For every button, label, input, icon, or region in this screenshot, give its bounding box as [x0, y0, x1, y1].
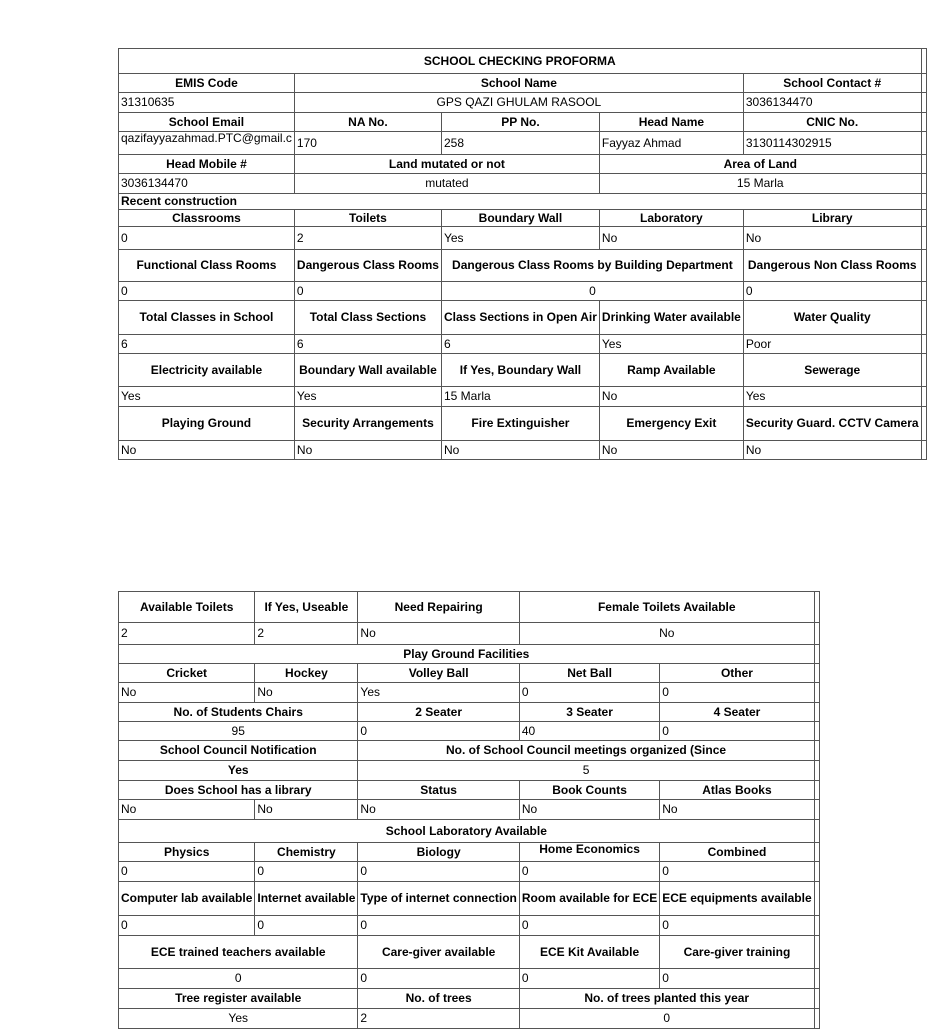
if-yes-useable-header: If Yes, Useable — [255, 592, 358, 623]
two-seater-value: 0 — [358, 722, 519, 741]
laboratory-value: No — [599, 227, 743, 250]
need-repairing-value: No — [358, 623, 519, 645]
school-council-notification-header: School Council Notification — [119, 741, 358, 761]
na-no-header: NA No. — [294, 113, 441, 132]
drinking-water-value: Yes — [599, 335, 743, 354]
three-seater-value: 40 — [519, 722, 659, 741]
water-quality-header: Water Quality — [743, 301, 921, 335]
page-title: SCHOOL CHECKING PROFORMA — [119, 49, 922, 74]
dangerous-non-class-rooms-value: 0 — [743, 282, 921, 301]
hockey-value: No — [255, 683, 358, 703]
internet-available-value: 0 — [255, 916, 358, 936]
other-header: Other — [660, 664, 814, 683]
pp-no-value: 258 — [441, 132, 599, 155]
home-economics-header: Home Economics — [519, 843, 659, 862]
land-mutated-header: Land mutated or not — [294, 155, 599, 174]
three-seater-header: 3 Seater — [519, 703, 659, 722]
total-classes-value: 6 — [119, 335, 295, 354]
school-name-header: School Name — [294, 74, 743, 93]
emis-code-header: EMIS Code — [119, 74, 295, 93]
trees-planted-value: 0 — [519, 1009, 814, 1029]
area-of-land-value: 15 Marla — [599, 174, 921, 194]
play-ground-facilities-title: Play Ground Facilities — [119, 645, 815, 664]
computer-lab-value: 0 — [119, 916, 255, 936]
available-toilets-header: Available Toilets — [119, 592, 255, 623]
school-laboratory-title: School Laboratory Available — [119, 820, 815, 843]
if-yes-useable-value: 2 — [255, 623, 358, 645]
volley-ball-header: Volley Ball — [358, 664, 519, 683]
facilities-table — [118, 591, 820, 1029]
laboratory-header: Laboratory — [599, 210, 743, 227]
female-toilets-value: No — [519, 623, 814, 645]
home-economics-value: 0 — [519, 862, 659, 882]
pp-no-header: PP No. — [441, 113, 599, 132]
dangerous-class-rooms-value: 0 — [294, 282, 441, 301]
functional-class-rooms-header: Functional Class Rooms — [119, 250, 295, 282]
female-toilets-header: Female Toilets Available — [519, 592, 814, 623]
fire-extinguisher-header: Fire Extinguisher — [441, 407, 599, 441]
emergency-exit-value: No — [599, 441, 743, 460]
physics-header: Physics — [119, 843, 255, 862]
if-yes-boundary-wall-header: If Yes, Boundary Wall — [441, 354, 599, 387]
trees-planted-header: No. of trees planted this year — [519, 989, 814, 1009]
physics-value: 0 — [119, 862, 255, 882]
total-class-sections-header: Total Class Sections — [294, 301, 441, 335]
school-email-header: School Email — [119, 113, 295, 132]
boundary-wall-header: Boundary Wall — [441, 210, 599, 227]
care-giver-available-value: 0 — [358, 969, 519, 989]
need-repairing-header: Need Repairing — [358, 592, 519, 623]
atlas-books-value: No — [660, 800, 814, 820]
combined-header: Combined — [660, 843, 814, 862]
tree-register-value: Yes — [119, 1009, 358, 1029]
chemistry-header: Chemistry — [255, 843, 358, 862]
playing-ground-value: No — [119, 441, 295, 460]
school-library-header: Does School has a library — [119, 781, 358, 800]
ramp-available-value: No — [599, 387, 743, 407]
other-value: 0 — [660, 683, 814, 703]
library-value: No — [743, 227, 921, 250]
security-guard-cctv-value: No — [743, 441, 921, 460]
school-council-notification-value: Yes — [119, 761, 358, 781]
school-council-meetings-header: No. of School Council meetings organized (Since — [358, 741, 814, 761]
no-of-trees-header: No. of trees — [358, 989, 519, 1009]
total-class-sections-value: 6 — [294, 335, 441, 354]
head-mobile-value: 3036134470 — [119, 174, 295, 194]
ece-trained-teachers-value: 0 — [119, 969, 358, 989]
security-arrangements-value: No — [294, 441, 441, 460]
available-toilets-value: 2 — [119, 623, 255, 645]
sewerage-header: Sewerage — [743, 354, 921, 387]
ece-equipments-value: 0 — [660, 916, 814, 936]
land-mutated-value: mutated — [294, 174, 599, 194]
hockey-header: Hockey — [255, 664, 358, 683]
two-seater-header: 2 Seater — [358, 703, 519, 722]
school-checking-table — [118, 48, 927, 460]
water-quality-value: Poor — [743, 335, 921, 354]
electricity-header: Electricity available — [119, 354, 295, 387]
four-seater-value: 0 — [660, 722, 814, 741]
na-no-value: 170 — [294, 132, 441, 155]
emis-code-value: 31310635 — [119, 93, 295, 113]
school-email-value: qazifayyazahmad.PTC@gmail.c — [119, 132, 295, 155]
volley-ball-value: Yes — [358, 683, 519, 703]
cricket-header: Cricket — [119, 664, 255, 683]
classrooms-header: Classrooms — [119, 210, 295, 227]
open-air-sections-value: 6 — [441, 335, 599, 354]
biology-value: 0 — [358, 862, 519, 882]
emergency-exit-header: Emergency Exit — [599, 407, 743, 441]
if-yes-boundary-wall-value: 15 Marla — [441, 387, 599, 407]
classrooms-value: 0 — [119, 227, 295, 250]
biology-header: Biology — [358, 843, 519, 862]
room-for-ece-value: 0 — [519, 916, 659, 936]
toilets-value: 2 — [294, 227, 441, 250]
ece-equipments-header: ECE equipments available — [660, 882, 814, 916]
recent-construction-label: Recent construction — [119, 194, 922, 210]
care-giver-available-header: Care-giver available — [358, 936, 519, 969]
library-status-header: Status — [358, 781, 519, 800]
head-mobile-header: Head Mobile # — [119, 155, 295, 174]
tree-register-header: Tree register available — [119, 989, 358, 1009]
internet-type-header: Type of internet connection — [358, 882, 519, 916]
ece-kit-value: 0 — [519, 969, 659, 989]
electricity-value: Yes — [119, 387, 295, 407]
cnic-no-header: CNIC No. — [743, 113, 921, 132]
sewerage-value: Yes — [743, 387, 921, 407]
drinking-water-header: Drinking Water available — [599, 301, 743, 335]
book-counts-header: Book Counts — [519, 781, 659, 800]
four-seater-header: 4 Seater — [660, 703, 814, 722]
students-chairs-value: 95 — [119, 722, 358, 741]
school-council-meetings-value: 5 — [358, 761, 814, 781]
area-of-land-header: Area of Land — [599, 155, 921, 174]
no-of-trees-value: 2 — [358, 1009, 519, 1029]
dangerous-by-building-dept-value: 0 — [441, 282, 743, 301]
computer-lab-header: Computer lab available — [119, 882, 255, 916]
book-counts-value: No — [519, 800, 659, 820]
school-contact-header: School Contact # — [743, 74, 921, 93]
internet-available-header: Internet available — [255, 882, 358, 916]
boundary-wall-available-header: Boundary Wall available — [294, 354, 441, 387]
boundary-wall-value: Yes — [441, 227, 599, 250]
school-name-value: GPS QAZI GHULAM RASOOL — [294, 93, 743, 113]
ece-kit-header: ECE Kit Available — [519, 936, 659, 969]
functional-class-rooms-value: 0 — [119, 282, 295, 301]
students-chairs-header: No. of Students Chairs — [119, 703, 358, 722]
combined-value: 0 — [660, 862, 814, 882]
dangerous-by-building-dept-header: Dangerous Class Rooms by Building Department — [441, 250, 743, 282]
toilets-header: Toilets — [294, 210, 441, 227]
dangerous-non-class-rooms-header: Dangerous Non Class Rooms — [743, 250, 921, 282]
open-air-sections-header: Class Sections in Open Air — [441, 301, 599, 335]
internet-type-value: 0 — [358, 916, 519, 936]
dangerous-class-rooms-header: Dangerous Class Rooms — [294, 250, 441, 282]
boundary-wall-available-value: Yes — [294, 387, 441, 407]
school-library-value: No — [119, 800, 255, 820]
school-contact-value: 3036134470 — [743, 93, 921, 113]
head-name-header: Head Name — [599, 113, 743, 132]
playing-ground-header: Playing Ground — [119, 407, 295, 441]
school-library-value-2: No — [255, 800, 358, 820]
security-guard-cctv-header: Security Guard. CCTV Camera — [743, 407, 921, 441]
fire-extinguisher-value: No — [441, 441, 599, 460]
care-giver-training-header: Care-giver training — [660, 936, 814, 969]
net-ball-value: 0 — [519, 683, 659, 703]
ramp-available-header: Ramp Available — [599, 354, 743, 387]
total-classes-header: Total Classes in School — [119, 301, 295, 335]
security-arrangements-header: Security Arrangements — [294, 407, 441, 441]
ece-trained-teachers-header: ECE trained teachers available — [119, 936, 358, 969]
room-for-ece-header: Room available for ECE — [519, 882, 659, 916]
net-ball-header: Net Ball — [519, 664, 659, 683]
care-giver-training-value: 0 — [660, 969, 814, 989]
cricket-value: No — [119, 683, 255, 703]
head-name-value: Fayyaz Ahmad — [599, 132, 743, 155]
library-header: Library — [743, 210, 921, 227]
chemistry-value: 0 — [255, 862, 358, 882]
library-status-value: No — [358, 800, 519, 820]
cnic-no-value: 3130114302915 — [743, 132, 921, 155]
atlas-books-header: Atlas Books — [660, 781, 814, 800]
